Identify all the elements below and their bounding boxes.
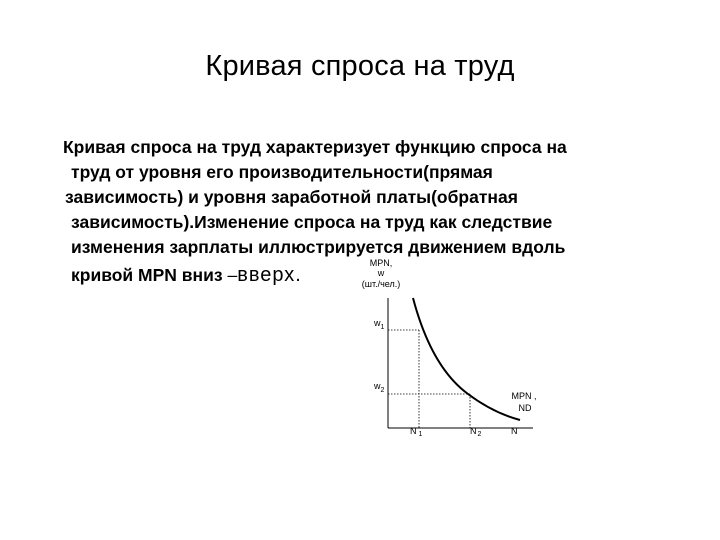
paragraph-line: зависимость) и уровня заработной платы(обратная: [65, 187, 518, 207]
curve-label-line1: MPN ,: [511, 391, 537, 401]
w1-base: w: [374, 318, 381, 328]
paragraph-text: кривой MPN вниз: [71, 265, 228, 285]
w2-sub: 2: [380, 387, 385, 394]
w2-base: w: [374, 381, 381, 391]
paragraph-line: труд от уровня его производительности(прямая: [71, 162, 493, 182]
w1-sub: 1: [380, 324, 385, 331]
paragraph-tail: вверх.: [237, 264, 302, 286]
y-axis-label-line2: w: [377, 268, 385, 278]
n2-base: N: [470, 426, 477, 436]
y-axis-label-line1: MPN,: [369, 258, 393, 268]
dash: –: [227, 265, 238, 285]
w2-label: [373, 381, 385, 394]
y-axis-label-line3: (шт./чел.): [361, 279, 401, 289]
slide-title: Кривая спроса на труд: [205, 50, 515, 82]
w1-label: [373, 318, 385, 331]
demand-curve: [413, 298, 520, 420]
n2-sub: 2: [477, 431, 482, 438]
paragraph-line: Кривая спроса на труд характеризует функцию спроса на: [63, 137, 567, 157]
x-axis-label: N: [511, 426, 518, 436]
paragraph-line: зависимость).Изменение спроса на труд как следствие: [71, 212, 553, 232]
curve-label-line2: ND: [518, 403, 532, 413]
n1-sub: 1: [418, 431, 423, 438]
n1-base: N: [410, 426, 417, 436]
paragraph-line: изменения зарплаты иллюстрируется движением вдоль: [71, 237, 566, 257]
